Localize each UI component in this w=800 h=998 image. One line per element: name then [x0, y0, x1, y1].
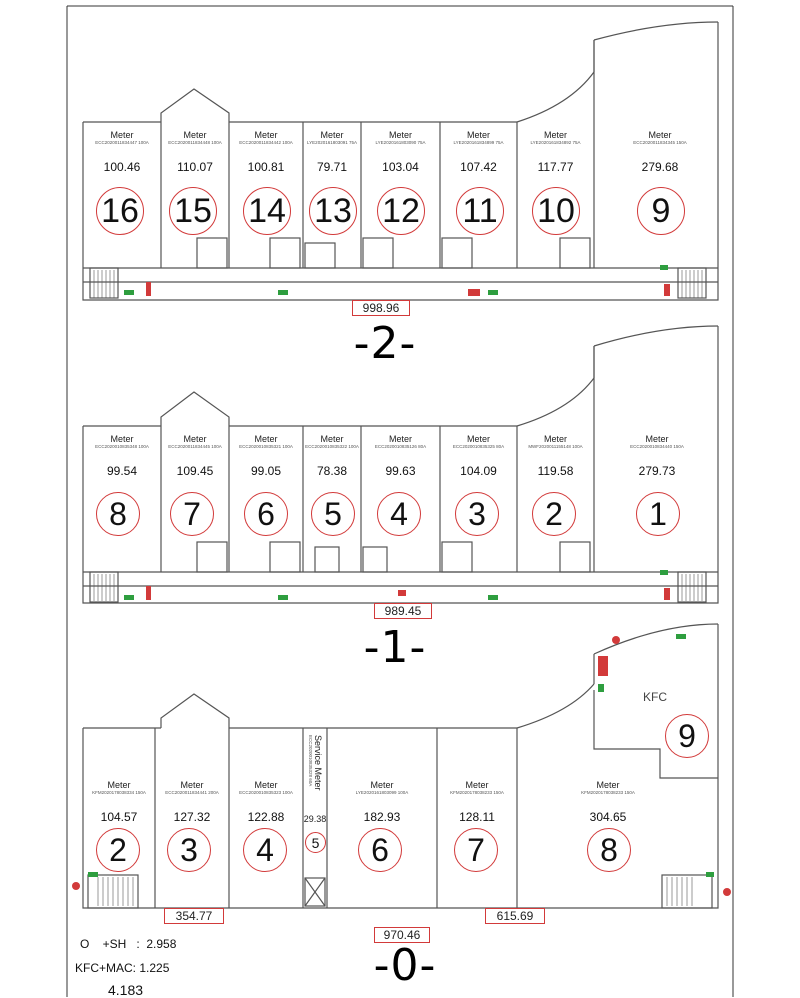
unit-number-badge: 16	[96, 187, 144, 235]
unit-number-badge: 6	[244, 492, 288, 536]
unit-number-badge: 14	[243, 187, 291, 235]
unit-number-badge: 2	[532, 492, 576, 536]
unit-number-badge: 11	[456, 187, 504, 235]
unit-area: 109.45	[176, 464, 214, 478]
unit-card	[83, 130, 161, 174]
floor-total-area: 989.45	[374, 603, 432, 619]
meter-label: Meter	[254, 434, 278, 444]
meter-serial: KFM2020178038334 150A	[92, 790, 146, 795]
floor-0-stairs	[98, 877, 692, 906]
meter-label: Meter	[254, 130, 278, 140]
subtotal-right-area: 615.69	[485, 908, 545, 924]
meter-label: Meter	[107, 780, 131, 790]
meter-label: Meter	[648, 130, 672, 140]
floor-label: -0-	[373, 940, 437, 991]
unit-number-badge: 3	[455, 492, 499, 536]
unit-card	[361, 434, 440, 478]
unit-number-badge: 2	[96, 828, 140, 872]
unit-area: 122.88	[247, 810, 285, 824]
unit-area: 79.71	[316, 160, 348, 174]
unit-card	[560, 780, 656, 824]
unit-area: 100.46	[103, 160, 141, 174]
meter-serial: ECC2020010835323 100A	[239, 790, 293, 795]
unit-card	[612, 434, 702, 478]
meter-serial: LYE2020161803090 75A	[375, 140, 426, 145]
unit-area: 99.54	[106, 464, 138, 478]
meter-serial: ECC2020011834448 100A	[168, 140, 222, 145]
unit-area: 279.68	[641, 160, 679, 174]
legend-line-2: KFC+MAC: 1.225	[75, 961, 170, 975]
legend-line-1: O +SH : 2.958	[80, 937, 177, 951]
meter-label: Meter	[110, 434, 134, 444]
unit-number-badge: 13	[309, 187, 357, 235]
meter-label: Meter	[466, 130, 490, 140]
unit-card	[327, 780, 437, 824]
unit-area: 99.63	[385, 464, 416, 478]
meter-label: Meter	[370, 780, 394, 790]
floor-total-area: 970.46	[374, 927, 430, 943]
floor-total-area: 998.96	[352, 300, 410, 316]
meter-label: Meter	[320, 434, 344, 444]
meter-serial: ECC2020011834445 100A	[168, 444, 222, 449]
unit-number-badge: 12	[377, 187, 425, 235]
unit-area: 104.57	[100, 810, 138, 824]
meter-label: Meter	[465, 780, 489, 790]
unit-card	[229, 434, 303, 478]
meter-serial: LYE2020161803099 100A	[355, 790, 409, 795]
meter-label: Meter	[645, 434, 669, 444]
unit-area: 119.58	[537, 464, 574, 478]
floor-label: -1-	[363, 622, 427, 673]
unit-card	[303, 434, 361, 478]
unit-area: 279.73	[638, 464, 676, 478]
unit-area: 29.38	[303, 814, 327, 824]
meter-serial: ECC2020011834345 150A	[633, 140, 687, 145]
unit-card	[229, 130, 303, 174]
unit-area: 103.04	[382, 160, 419, 174]
kfc-label: KFC	[643, 690, 667, 704]
legend-line-3: 4.183	[108, 982, 144, 998]
meter-serial: ECC2020011834447 100A	[95, 140, 149, 145]
unit-number-badge: 15	[169, 187, 217, 235]
meter-label: Meter	[180, 780, 204, 790]
meter-label: Meter	[183, 434, 207, 444]
unit-card	[303, 130, 361, 174]
floor-minus-2-fire-equipment	[146, 282, 670, 296]
unit-area: 104.09	[460, 464, 497, 478]
unit-area: 128.11	[459, 810, 495, 824]
subtotal-left-area: 354.77	[164, 908, 224, 924]
unit-number-badge: 10	[532, 187, 580, 235]
unit-area: 99.05	[250, 464, 282, 478]
unit-number-badge: 3	[167, 828, 211, 872]
meter-serial: LYE2020161834899 75A	[453, 140, 504, 145]
meter-serial: LYE2020161803091 75A	[307, 140, 357, 145]
meter-serial: ECC2020010834440 150A	[630, 444, 684, 449]
floor-label: -2-	[353, 318, 417, 369]
unit-area: 78.38	[316, 464, 348, 478]
unit-card	[440, 130, 517, 174]
meter-serial: KFM2020178038233 150A	[450, 790, 504, 795]
unit-card	[517, 434, 594, 478]
meter-serial: ECC2020010835126 80A	[374, 444, 427, 449]
floor-minus-1-stairs	[94, 574, 702, 601]
unit-number-badge: 4	[377, 492, 421, 536]
unit-number-badge: 8	[96, 492, 140, 536]
meter-label: Meter	[254, 780, 278, 790]
meter-label: Meter	[543, 130, 567, 140]
unit-card	[612, 130, 708, 174]
meter-serial: MWF2020011155148 100A	[528, 444, 583, 449]
unit-area: 100.81	[247, 160, 285, 174]
unit-card	[517, 130, 594, 174]
meter-serial: ECC2020010835328 60A	[308, 735, 313, 787]
floor-minus-1-exit-signs	[124, 570, 668, 600]
floor-minus-2-stairs	[94, 270, 702, 298]
meter-serial: ECC2020011834441 200A	[165, 790, 219, 795]
meter-serial: ECC2020010835321 100A	[239, 444, 293, 449]
meter-label: Meter	[543, 434, 567, 444]
floor-minus-1-fire-equipment	[146, 586, 670, 600]
meter-serial: ECC2020011834442 100A	[239, 140, 293, 145]
unit-card	[437, 780, 517, 824]
unit-card	[83, 780, 155, 824]
unit-card	[229, 780, 303, 824]
meter-label: Meter	[388, 434, 412, 444]
meter-label: Meter	[596, 780, 620, 790]
unit-number-badge: 7	[454, 828, 498, 872]
unit-number-badge: 6	[358, 828, 402, 872]
meter-label: Meter	[320, 130, 344, 140]
meter-serial: LYE2020161834892 75A	[530, 140, 581, 145]
unit-number-badge: 9	[637, 187, 685, 235]
unit-card	[361, 130, 440, 174]
unit-number-badge: 5	[305, 832, 326, 853]
unit-number-badge: 8	[587, 828, 631, 872]
unit-area: 304.65	[589, 810, 627, 824]
unit-area: 182.93	[363, 810, 401, 824]
unit-number-badge: 1	[636, 492, 680, 536]
unit-card	[440, 434, 517, 478]
unit-number-badge: 4	[243, 828, 287, 872]
meter-serial: ECC2020010835322 100A	[305, 444, 359, 449]
meter-label: Meter	[466, 434, 490, 444]
meter-serial: ECC2020010835325 80A	[452, 444, 505, 449]
unit-number-badge: 7	[170, 492, 214, 536]
meter-label: Service Meter	[313, 735, 323, 791]
unit-area: 127.32	[173, 810, 211, 824]
unit-number-badge: 9	[665, 714, 709, 758]
unit-area: 107.42	[460, 160, 497, 174]
floor-minus-2-exit-signs	[124, 265, 668, 295]
unit-area: 117.77	[537, 160, 574, 174]
meter-label: Meter	[183, 130, 207, 140]
unit-number-badge: 5	[311, 492, 355, 536]
unit-card	[161, 130, 229, 174]
service-meter-label	[307, 735, 323, 825]
unit-card	[155, 780, 229, 824]
unit-card	[83, 434, 161, 478]
meter-label: Meter	[388, 130, 412, 140]
unit-area: 110.07	[177, 160, 213, 174]
meter-label: Meter	[110, 130, 134, 140]
meter-serial: KFM2020178038233 150A	[581, 790, 635, 795]
unit-card	[161, 434, 229, 478]
meter-serial: ECC2020010835348 100A	[95, 444, 149, 449]
